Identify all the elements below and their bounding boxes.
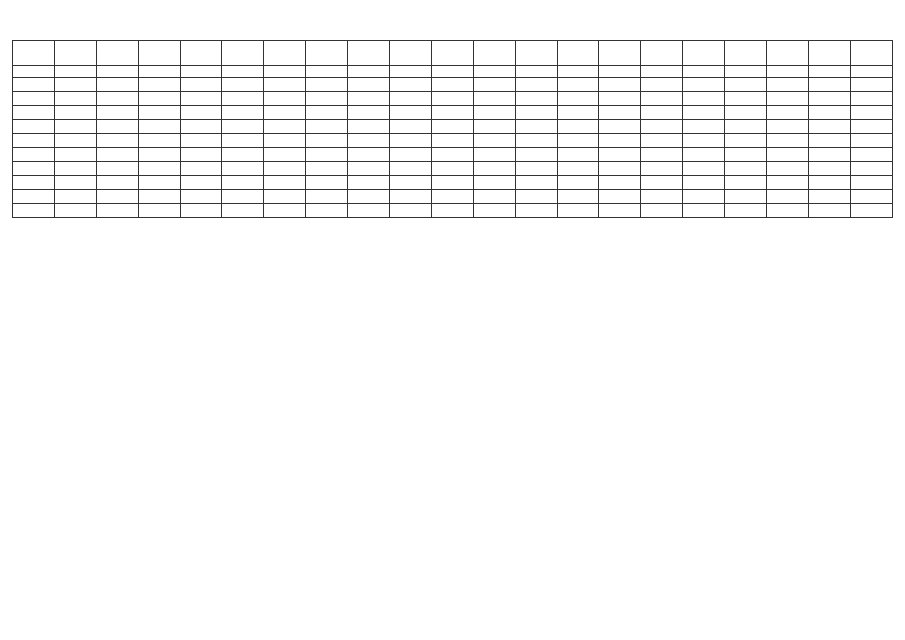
table-cell [850,78,892,92]
table-cell [850,134,892,148]
table-cell [767,92,809,106]
table-cell [515,106,557,120]
table-cell [180,162,222,176]
table-cell [306,134,348,148]
table-cell [431,148,473,162]
table-cell [348,92,390,106]
table-cell [557,92,599,106]
table-cell [808,190,850,204]
table-cell [641,162,683,176]
table-cell [138,134,180,148]
table-cell [725,204,767,218]
table-cell [222,134,264,148]
table-cell [348,190,390,204]
column-index-cell [138,66,180,78]
table-cell [808,120,850,134]
table-row [13,148,893,162]
table-cell [138,92,180,106]
table-cell [96,148,138,162]
table-header-cell [222,41,264,66]
table-cell [13,176,55,190]
table-cell [54,134,96,148]
table-cell [808,78,850,92]
table-header-cell [13,41,55,66]
table-cell [767,134,809,148]
table-cell [390,92,432,106]
table-cell [515,92,557,106]
table-cell [306,106,348,120]
table-cell [13,162,55,176]
table-cell [13,106,55,120]
table-cell [264,106,306,120]
table-cell [96,78,138,92]
table-cell [264,204,306,218]
table-cell [222,162,264,176]
table-cell [850,92,892,106]
table-header-cell [54,41,96,66]
table-header-cell [599,41,641,66]
table-row [13,204,893,218]
table-cell [473,148,515,162]
column-index-cell [515,66,557,78]
table-cell [431,78,473,92]
table-cell [54,92,96,106]
table-cell [767,78,809,92]
table-cell [515,78,557,92]
table-cell [431,176,473,190]
column-index-cell [850,66,892,78]
table-cell [725,92,767,106]
table-cell [767,176,809,190]
table-cell [54,120,96,134]
table-cell [390,120,432,134]
table-cell [557,106,599,120]
table-cell [641,106,683,120]
table-cell [725,148,767,162]
column-index-cell [13,66,55,78]
table-cell [599,78,641,92]
table-cell [138,120,180,134]
table-cell [96,176,138,190]
table-cell [13,134,55,148]
table-cell [96,162,138,176]
table-cell [599,120,641,134]
table-cell [13,204,55,218]
table-cell [599,134,641,148]
table-cell [431,134,473,148]
table-header-cell [390,41,432,66]
table-cell [599,92,641,106]
table-cell [850,120,892,134]
table-cell [306,120,348,134]
table-cell [850,148,892,162]
table-cell [515,204,557,218]
table-cell [180,106,222,120]
table-cell [54,148,96,162]
table-cell [264,190,306,204]
table-cell [725,78,767,92]
column-index-cell [222,66,264,78]
table-cell [348,162,390,176]
table-cell [473,78,515,92]
table-cell [390,148,432,162]
table-cell [683,92,725,106]
table-cell [767,120,809,134]
table-cell [13,120,55,134]
table-cell [431,162,473,176]
table-cell [431,190,473,204]
table-cell [264,134,306,148]
column-index-cell [431,66,473,78]
table-cell [306,204,348,218]
table-header-cell [515,41,557,66]
column-index-cell [54,66,96,78]
column-index-cell [725,66,767,78]
table-cell [767,190,809,204]
table-cell [138,176,180,190]
table-cell [180,134,222,148]
table-cell [683,134,725,148]
table-header-cell [348,41,390,66]
table-cell [54,106,96,120]
column-index-cell [641,66,683,78]
column-index-cell [683,66,725,78]
table-cell [599,176,641,190]
table-cell [180,120,222,134]
table-cell [515,120,557,134]
column-index-cell [96,66,138,78]
table-cell [222,176,264,190]
table-cell [138,190,180,204]
table-cell [641,134,683,148]
table-cell [683,106,725,120]
table-header-cell [96,41,138,66]
table-header-cell [557,41,599,66]
table-header-cell [725,41,767,66]
table-cell [515,134,557,148]
table-cell [431,204,473,218]
table-body [13,78,893,218]
table-cell [54,204,96,218]
table-cell [348,78,390,92]
table-cell [222,106,264,120]
table-header-cell [306,41,348,66]
column-index-cell [264,66,306,78]
table-cell [264,162,306,176]
table-cell [473,120,515,134]
table-header-cell [808,41,850,66]
table-cell [390,204,432,218]
table-cell [473,162,515,176]
table-cell [767,106,809,120]
table-row [13,78,893,92]
table-cell [725,176,767,190]
table-cell [557,176,599,190]
table-cell [390,134,432,148]
table-cell [264,78,306,92]
table-cell [96,120,138,134]
table-header-cell [180,41,222,66]
table-cell [390,78,432,92]
table-cell [808,106,850,120]
table-cell [641,176,683,190]
table-header-cell [431,41,473,66]
table-cell [13,92,55,106]
table-header-cell [850,41,892,66]
table-cell [96,190,138,204]
table-cell [808,148,850,162]
table-cell [683,120,725,134]
table-cell [850,190,892,204]
table-cell [306,148,348,162]
data-table [12,40,893,218]
table-cell [808,134,850,148]
table-cell [599,162,641,176]
table-cell [557,162,599,176]
column-index-cell [180,66,222,78]
table-cell [180,148,222,162]
table-cell [641,190,683,204]
column-index-cell [767,66,809,78]
table-cell [515,162,557,176]
table-cell [431,92,473,106]
page-number [12,14,893,34]
table-cell [264,92,306,106]
table-cell [348,148,390,162]
table-cell [348,134,390,148]
table-cell [683,78,725,92]
table-cell [599,106,641,120]
table-row [13,162,893,176]
table-cell [138,162,180,176]
table-cell [473,134,515,148]
table-cell [767,204,809,218]
table-cell [96,134,138,148]
table-cell [641,92,683,106]
table-cell [180,78,222,92]
table-cell [180,204,222,218]
table-header-cell [641,41,683,66]
table-cell [222,148,264,162]
column-index-row [13,66,893,78]
table-cell [725,106,767,120]
column-index-cell [390,66,432,78]
table-cell [348,120,390,134]
table-cell [767,148,809,162]
table-cell [599,148,641,162]
table-cell [390,106,432,120]
table-cell [473,190,515,204]
table-cell [222,78,264,92]
table-cell [641,78,683,92]
table-cell [641,204,683,218]
table-cell [641,120,683,134]
table-cell [473,176,515,190]
table-cell [348,204,390,218]
column-index-cell [348,66,390,78]
table-cell [808,176,850,190]
table-cell [180,92,222,106]
table-cell [222,92,264,106]
table-cell [13,78,55,92]
table-cell [808,204,850,218]
table-cell [306,176,348,190]
table-cell [390,162,432,176]
table-cell [850,204,892,218]
table-cell [138,106,180,120]
table-cell [557,134,599,148]
table-row [13,92,893,106]
table-cell [725,120,767,134]
table-row [13,134,893,148]
table-cell [13,148,55,162]
table-cell [850,176,892,190]
table-cell [222,204,264,218]
table-cell [515,148,557,162]
table-cell [557,190,599,204]
table-cell [306,190,348,204]
table-cell [515,190,557,204]
table-cell [808,162,850,176]
table-cell [138,148,180,162]
column-index-cell [306,66,348,78]
table-cell [13,190,55,204]
column-index-cell [557,66,599,78]
table-cell [54,162,96,176]
table-cell [264,148,306,162]
table-row [13,120,893,134]
table-header-cell [264,41,306,66]
table-header-cell [767,41,809,66]
table-cell [725,190,767,204]
table-cell [222,120,264,134]
table-cell [390,176,432,190]
table-cell [138,204,180,218]
table-cell [138,78,180,92]
table-cell [557,78,599,92]
table-cell [348,176,390,190]
table-cell [683,148,725,162]
table-cell [515,176,557,190]
table-cell [683,162,725,176]
table-cell [850,106,892,120]
table-cell [808,92,850,106]
table-cell [264,176,306,190]
table-cell [767,162,809,176]
table-cell [306,92,348,106]
column-index-cell [599,66,641,78]
table-cell [599,190,641,204]
table-cell [96,92,138,106]
table-cell [599,204,641,218]
table-cell [725,162,767,176]
table-header-cell [138,41,180,66]
table-cell [306,78,348,92]
table-cell [683,176,725,190]
column-index-cell [473,66,515,78]
table-cell [725,134,767,148]
table-cell [180,190,222,204]
table-cell [54,176,96,190]
table-header-cell [683,41,725,66]
table-cell [473,106,515,120]
table-cell [850,162,892,176]
table-cell [641,148,683,162]
table-cell [348,106,390,120]
table-cell [557,204,599,218]
table-cell [473,204,515,218]
table-cell [557,148,599,162]
table-cell [473,92,515,106]
table-cell [683,204,725,218]
table-header-row [13,41,893,66]
table-cell [96,106,138,120]
table-cell [390,190,432,204]
table-cell [54,78,96,92]
table-cell [180,176,222,190]
table-cell [54,190,96,204]
table-header-cell [473,41,515,66]
table-cell [431,120,473,134]
table-cell [683,190,725,204]
table-cell [557,120,599,134]
table-row [13,176,893,190]
table-row [13,106,893,120]
column-index-cell [808,66,850,78]
table-cell [431,106,473,120]
table-row [13,190,893,204]
table-cell [222,190,264,204]
table-cell [306,162,348,176]
table-cell [96,204,138,218]
table-cell [264,120,306,134]
